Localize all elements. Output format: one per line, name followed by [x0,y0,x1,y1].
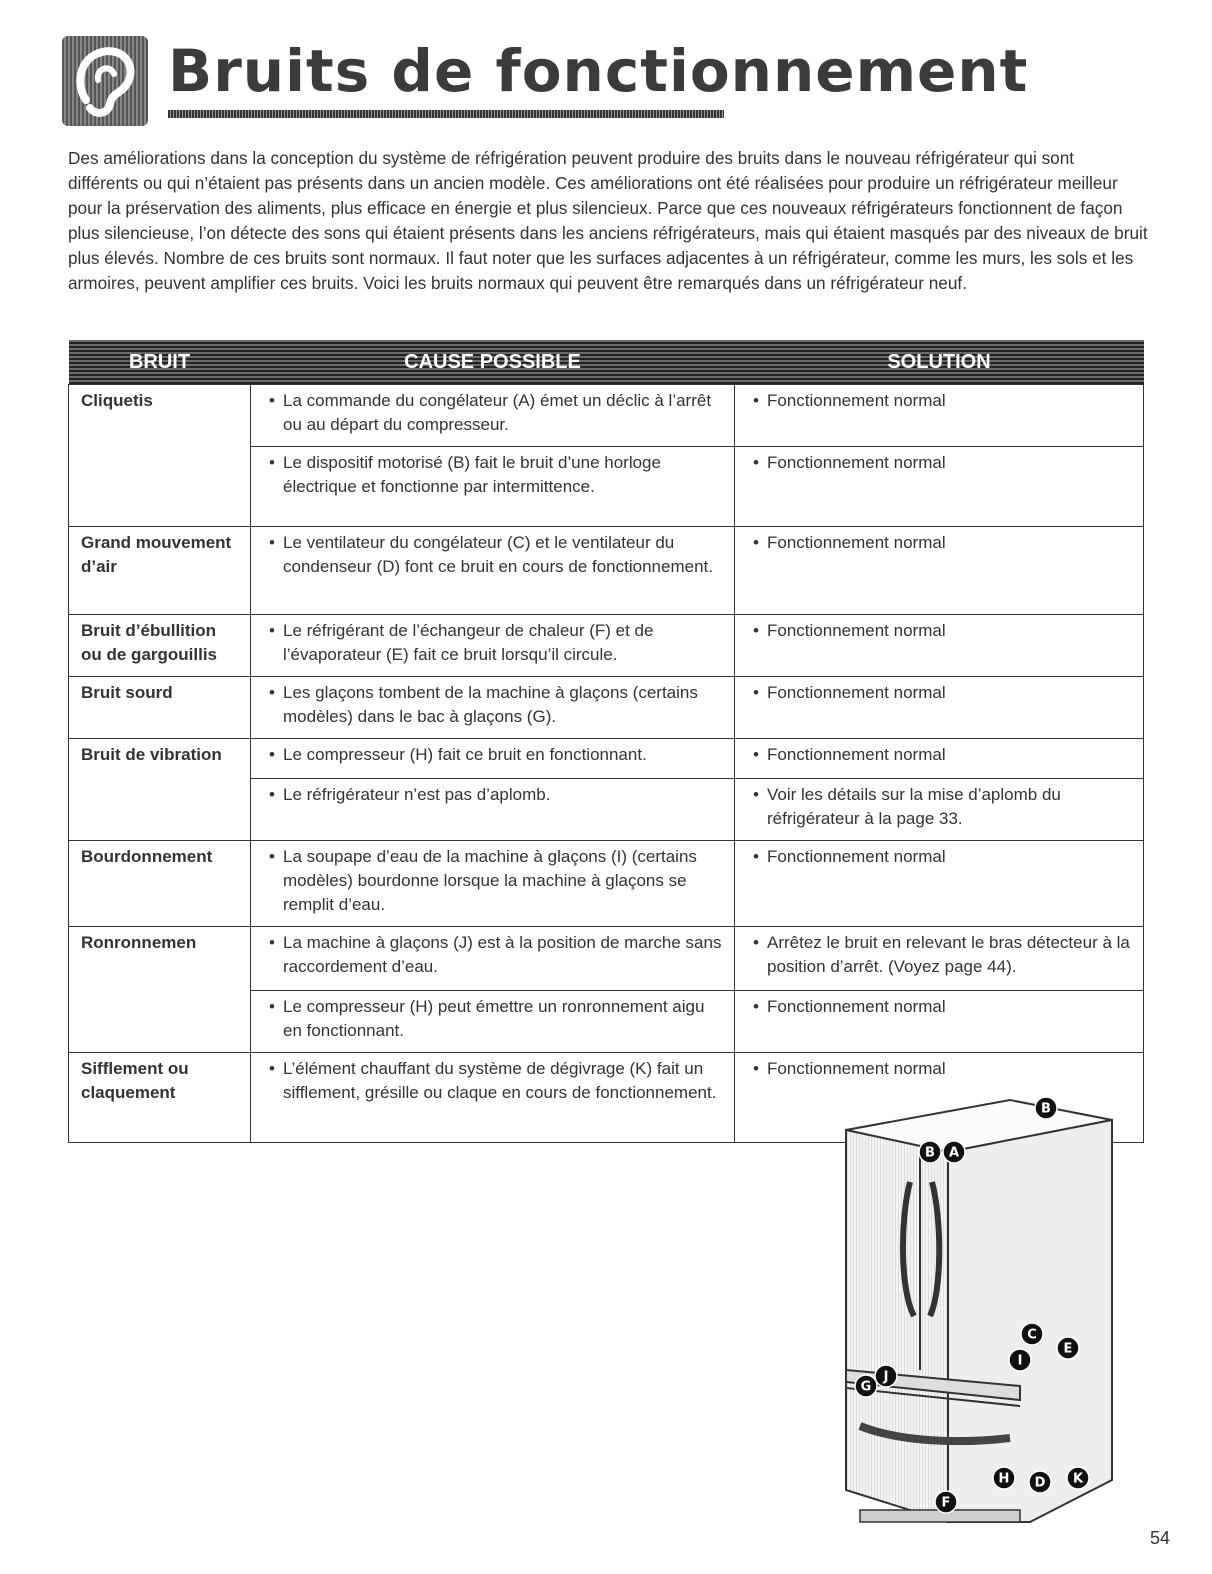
callout-letter: I [1017,1353,1023,1369]
callout-letter: J [883,1369,889,1385]
table-row [69,385,1144,447]
solution-cell: • Fonctionnement normal [735,385,1144,447]
cause-cell: • Le compresseur (H) peut émettre un ronronnement aigu en fonctionnant. [251,991,735,1053]
noise-cell: Bourdonnement [69,841,251,927]
noise-cell: Sifflement ou claquement [69,1053,251,1143]
table-header-row [69,340,1144,385]
cause-cell: • La soupape d’eau de la machine à glaçons (I) (certains modèles) bourdonne lorsque la machine à glaçons se remplit d’eau. [251,841,735,927]
solution-cell: • Fonctionnement normal [735,527,1144,615]
callout-letter: K [1072,1471,1084,1487]
cause-cell: • L’élément chauffant du système de dégivrage (K) fait un sifflement, grésille ou claque en cours de fonctionnement. [251,1053,735,1143]
cause-cell: • Le ventilateur du congélateur (C) et le ventilateur du condenseur (D) font ce bruit en cours de fonctionnement. [251,527,735,615]
cause-cell: • Le compresseur (H) fait ce bruit en fonctionnant. [251,739,735,779]
solution-cell: • Fonctionnement normal [735,841,1144,927]
callout-letter: F [941,1495,951,1511]
solution-cell: • Fonctionnement normal [735,447,1144,527]
callout-letter: D [1034,1475,1046,1491]
callout-letter: H [998,1471,1010,1487]
solution-cell: • Fonctionnement normal [735,615,1144,677]
table-row [69,615,1144,677]
cause-cell: • La machine à glaçons (J) est à la position de marche sans raccordement d’eau. [251,927,735,991]
noise-cell: Bruit d’ébullition ou de gargouillis [69,615,251,677]
callout-letter: A [948,1145,960,1161]
header-cause: CAUSE POSSIBLE [251,340,735,385]
table-row [69,927,1144,991]
noise-cell: Ronronnemen [69,927,251,1053]
noise-cell: Bruit sourd [69,677,251,739]
cause-cell: • Le dispositif motorisé (B) fait le bruit d’une horloge électrique et fonctionne par intermittence. [251,447,735,527]
callout-letter: C [1027,1327,1037,1343]
header-noise: BRUIT [69,340,251,385]
title-underline [168,110,724,118]
ear-icon [62,36,148,126]
page-title: Bruits de fonctionnement [168,37,1029,105]
table-row [69,677,1144,739]
callout-letter: G [860,1379,872,1395]
cause-cell: • Le réfrigérateur n’est pas d’aplomb. [251,779,735,841]
table-row [69,527,1144,615]
solution-cell: • Fonctionnement normal [735,677,1144,739]
solution-cell: • Fonctionnement normal [735,1053,1144,1143]
solution-cell: • Fonctionnement normal [735,739,1144,779]
cause-cell: • Les glaçons tombent de la machine à glaçons (certains modèles) dans le bac à glaçons (G). [251,677,735,739]
cause-cell: • Le réfrigérant de l’échangeur de chaleur (F) et de l’évaporateur (E) fait ce bruit lorsqu’il circule. [251,615,735,677]
table-row [69,841,1144,927]
noise-cell: Bruit de vibration [69,739,251,841]
callout-letter: B [1041,1101,1051,1117]
callout-letter: B [925,1145,935,1161]
page-number: 54 [1150,1528,1171,1548]
intro-paragraph: Des améliorations dans la conception du système de réfrigération peuvent produire des bruits dans le nouveau réfrigérateur qui sont différents ou qui n’étaient pas présents dans un ancien modèle. Ces améliorations ont été réalisées pour produire un réfrigérateur meilleur pour la préservation des aliments, plus efficace en énergie et plus silencieux. Parce que ces nouveaux réfrigérateurs fonctionnent de façon plus silencieuse, l’on détecte des sons qui étaient présents dans les anciens réfrigérateurs, mais qui étaient masqués par des niveaux de bruit plus élevés. Nombre de ces bruits sont normaux. Il faut noter que les surfaces adjacentes à un réfrigérateur, comme les murs, les sols et les armoires, peuvent amplifier ces bruits. Voici les bruits normaux qui peuvent être remarqués dans un réfrigérateur neuf. [68,148,1148,293]
noise-cell: Grand mouvement d’air [69,527,251,615]
noise-table [68,340,1144,1143]
solution-cell: • Fonctionnement normal [735,991,1144,1053]
solution-cell: • Arrêtez le bruit en relevant le bras détecteur à la position d’arrêt. (Voyez page 44). [735,927,1144,991]
solution-cell: • Voir les détails sur la mise d’aplomb du réfrigérateur à la page 33. [735,779,1144,841]
refrigerator-illustration [820,1070,1140,1530]
header-solution: SOLUTION [735,340,1144,385]
table-row [69,739,1144,779]
noise-cell: Cliquetis [69,385,251,527]
callout-letter: E [1063,1341,1073,1357]
cause-cell: • La commande du congélateur (A) émet un déclic à l’arrêt ou au départ du compresseur. [251,385,735,447]
